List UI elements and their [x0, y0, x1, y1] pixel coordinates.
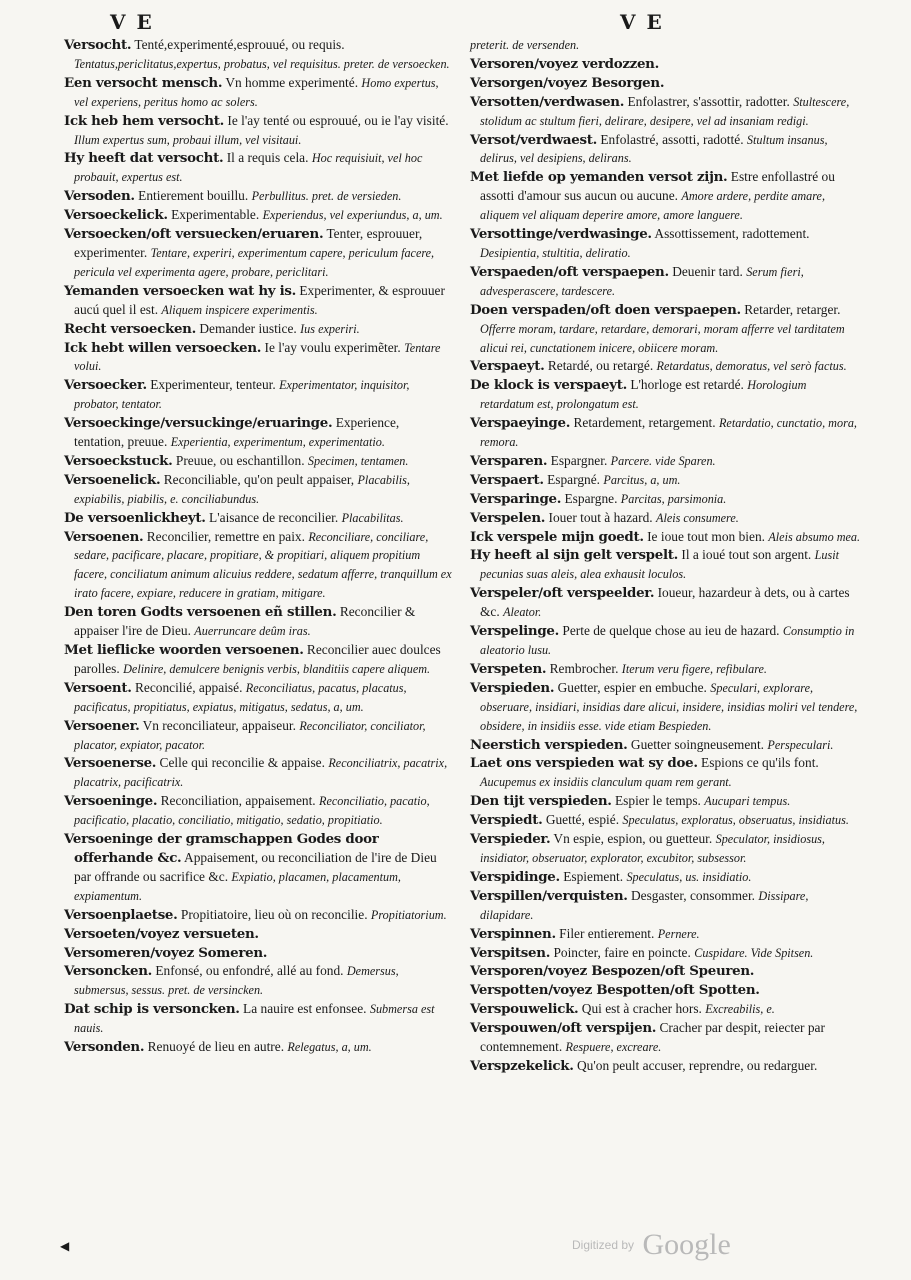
latin-gloss: Speculari, explorare, obseruare, insidiari, insidias dare alicui, insidere, insidias moliri vel tendere, obsidere, in insidiis esse. vide etiam Bespieden.: [480, 680, 858, 733]
headword: Versoeckelick.: [64, 207, 168, 224]
latin-gloss: Desipientia, stultitia, deliratio.: [480, 245, 631, 260]
headword: Versoeckinge/versuckinge/eruaringe.: [64, 415, 333, 432]
headword: Verspeler/oft verspeelder.: [470, 585, 655, 602]
french-gloss: Ioueur, hazardeur à dets, ou à cartes &c.: [480, 585, 850, 620]
latin-gloss: Reconciliare, conciliare, sedare, pacificare, placare, propitiare, & propitiari, aliquem propitium facere, conciliatum animum alicuius reddere, sedatum afferre, tranquillum ex irato facere, expiare, reducere in gratiam, mitigare.: [74, 529, 452, 601]
headword: Versoent.: [64, 679, 132, 696]
headword: Verspidinge.: [470, 868, 560, 885]
headword: Ick verspele mijn goedt.: [470, 528, 644, 545]
dictionary-entry: [64, 944, 452, 963]
dictionary-entry: [64, 1038, 452, 1057]
running-header-right: V E: [620, 10, 664, 34]
headword: Ick hebt willen versoecken.: [64, 339, 262, 356]
headword: Verspieder.: [470, 831, 551, 848]
french-gloss: Assottissement, radottement.: [654, 226, 810, 242]
latin-gloss: Homo expertus, vel experiens, peritus homo ac solers.: [74, 75, 439, 109]
headword: Verspieden.: [470, 679, 555, 696]
right-column: [470, 36, 862, 1076]
dictionary-entry: [470, 962, 862, 981]
dictionary-entry: [64, 754, 452, 792]
latin-gloss: Illum expertus sum, probaui illum, vel visitaui.: [74, 132, 302, 147]
latin-gloss: Amore ardere, perdite amare, aliquem vel aliquam deperire amore, amore languere.: [480, 189, 826, 223]
french-gloss: Reconcilier & appaiser l'ire de Dieu.: [74, 604, 416, 639]
french-gloss: Espions ce qu'ils font.: [701, 755, 819, 771]
french-gloss: Enfonsé, ou enfondré, allé au fond.: [155, 963, 344, 979]
dictionary-entry: [470, 93, 862, 131]
dictionary-entry: [470, 55, 862, 74]
headword: Versoeckstuck.: [64, 452, 173, 469]
dictionary-entry: [64, 641, 452, 679]
latin-gloss: Experientia, experimentum, experimentatio.: [170, 435, 385, 450]
headword: Versotten/verdwasen.: [470, 93, 625, 110]
watermark-prefix: Digitized by: [572, 1238, 635, 1252]
headword: Versoenerse.: [64, 755, 157, 772]
headword: Verspinnen.: [470, 925, 556, 942]
latin-gloss: Respuere, excreare.: [565, 1040, 662, 1055]
latin-gloss: Perspeculari.: [767, 737, 834, 752]
headword: Versporen/voyez Bespozen/oft Speuren.: [470, 963, 755, 980]
headword: Verspaeyt.: [470, 358, 545, 375]
headword: De klock is verspaeyt.: [470, 377, 627, 394]
french-gloss: Il a requis cela.: [226, 150, 309, 166]
headword: Versoeninge.: [64, 793, 158, 810]
headword: Versoenplaetse.: [64, 906, 178, 923]
headword: Versoener.: [64, 717, 140, 734]
headword: Versot/verdwaest.: [470, 131, 598, 148]
dictionary-entry: [470, 736, 862, 755]
dictionary-entry: [64, 112, 452, 150]
headword: Hy heeft dat versocht.: [64, 150, 224, 167]
headword: Versoncken.: [64, 963, 152, 980]
latin-gloss: Parcitus, a, um.: [603, 472, 681, 487]
headword: Doen verspaden/oft doen verspaepen.: [470, 301, 741, 318]
dictionary-entry: [470, 74, 862, 93]
latin-gloss: Demersus, submersus, sessus. pret. de versincken.: [74, 964, 399, 998]
dictionary-entry: [470, 490, 862, 509]
headword: Versoeninge der gramschappen Godes door offerhande &c.: [64, 831, 379, 866]
latin-gloss: Consumptio in aleatorio lusu.: [480, 624, 855, 657]
watermark-logo: Google: [642, 1228, 731, 1261]
headword: Ick heb hem versocht.: [64, 112, 224, 129]
dictionary-entry: [470, 830, 862, 868]
latin-gloss: Retardatio, cunctatio, mora, remora.: [480, 416, 857, 450]
french-gloss: Vn espie, espion, ou guetteur.: [553, 831, 713, 847]
latin-gloss: Speculatus, us. insidiatio.: [626, 869, 752, 884]
dictionary-entry: [64, 906, 452, 925]
french-gloss: Guetter, espier en embuche.: [557, 679, 707, 695]
latin-gloss: Hoc requisiuit, vel hoc probauit, expertus est.: [74, 151, 423, 185]
french-gloss: Propitiatoire, lieu où on reconcilie.: [180, 906, 368, 922]
latin-gloss: Retardatus, demoratus, vel serò factus.: [656, 359, 847, 374]
headword: Laet ons verspieden wat sy doe.: [470, 755, 698, 772]
dictionary-entry: [470, 376, 862, 414]
dictionary-entry: [470, 1019, 862, 1057]
dictionary-entry: [470, 679, 862, 736]
headword: Verspzekelick.: [470, 1057, 574, 1074]
latin-gloss: Submersa est nauis.: [74, 1002, 435, 1036]
french-gloss: Espargner.: [550, 452, 608, 468]
headword: Verspaert.: [470, 471, 544, 488]
dictionary-entry: [64, 471, 452, 509]
headword: Versonden.: [64, 1039, 145, 1056]
headword: Verspaeden/oft verspaepen.: [470, 263, 669, 280]
dictionary-entry: [64, 206, 452, 225]
dictionary-entry: [470, 131, 862, 169]
latin-gloss: Aliquem inspicere experimentis.: [161, 302, 318, 317]
latin-gloss: Lusit pecunias suas aleis, alea exhausit loculos.: [480, 548, 840, 582]
dictionary-entry: [470, 414, 862, 452]
headword: Verspouwen/oft verspijen.: [470, 1020, 657, 1037]
headword: Recht versoecken.: [64, 320, 196, 337]
headword: Hy heeft al sijn gelt verspelt.: [470, 547, 678, 564]
dictionary-entry: [64, 830, 452, 906]
french-gloss: Entierement bouillu.: [138, 188, 249, 204]
latin-gloss: Experiendus, vel experiundus, a, um.: [262, 208, 443, 223]
latin-gloss: Reconciliatio, pacatio, pacificatio, placatio, conciliatio, mitigatio, sedatio, propitiatio.: [74, 794, 430, 828]
dictionary-entry: [470, 301, 862, 358]
dictionary-entry: [470, 1000, 862, 1019]
dictionary-entry: [64, 187, 452, 206]
page-mark: ◀: [60, 1239, 70, 1253]
french-gloss: Reconciliable, qu'on peult appaiser,: [163, 471, 355, 487]
french-gloss: Tenté,experimenté,esprouué, ou requis.: [134, 37, 345, 52]
headword: Verspelen.: [470, 509, 546, 526]
dictionary-entry: [470, 754, 862, 792]
french-gloss: Espargné.: [547, 471, 601, 487]
latin-gloss: Aleator.: [503, 605, 542, 620]
dictionary-entry: [64, 925, 452, 944]
french-gloss: Reconcilier auec doulces parolles.: [74, 642, 441, 676]
dictionary-entry: [64, 225, 452, 282]
headword: Met lieflicke woorden versoenen.: [64, 642, 304, 658]
latin-gloss: Parcitas, parsimonia.: [620, 491, 727, 506]
headword: Versomeren/voyez Someren.: [64, 944, 268, 961]
dictionary-entry: [64, 717, 452, 755]
french-gloss: Ie l'ay tenté ou esprouué, ou ie l'ay visité.: [227, 112, 449, 128]
dictionary-entry: [470, 36, 862, 55]
french-gloss: Enfolastrer, s'assottir, radotter.: [627, 93, 790, 109]
headword: De versoenlickheyt.: [64, 509, 206, 526]
dictionary-entry: [470, 471, 862, 490]
french-gloss: Espiement.: [563, 868, 624, 884]
latin-gloss: Tentare volui.: [74, 340, 441, 374]
french-gloss: Espargne.: [564, 490, 618, 506]
dictionary-entry: [470, 981, 862, 1000]
running-header-left: V E: [110, 10, 154, 34]
dictionary-entry: [470, 357, 862, 376]
french-gloss: Appaisement, ou reconciliation de l'ire de Dieu par offrande ou sacrifice &c.: [74, 849, 437, 884]
french-gloss: Ie ioue tout mon bien.: [647, 528, 765, 544]
headword: Verspelinge.: [470, 623, 560, 640]
dictionary-entry: [64, 452, 452, 471]
latin-gloss: Cuspidare. Vide Spitsen.: [694, 945, 814, 960]
latin-gloss: Aucupemus ex insidiis clanculum quam rem gerant.: [480, 775, 732, 790]
french-gloss: Preuue, ou eschantillon.: [175, 452, 305, 468]
headword: Versottinge/verdwasinge.: [470, 226, 652, 243]
french-gloss: Enfolastré, assotti, radotté.: [600, 131, 744, 147]
dictionary-entry: [470, 811, 862, 830]
french-gloss: Retardé, ou retargé.: [547, 358, 654, 374]
latin-gloss: Auerruncare deûm iras.: [194, 624, 311, 639]
headword: Den tijt verspieden.: [470, 793, 612, 810]
latin-gloss: Propitiatorium.: [370, 907, 447, 922]
latin-gloss: Dissipare, dilapidare.: [480, 888, 809, 922]
headword: Den toren Godts versoenen eñ stillen.: [64, 604, 337, 621]
dictionary-entry: [470, 546, 862, 584]
french-gloss: Reconcilier, remettre en paix.: [146, 528, 305, 544]
headword: Versorgen/voyez Besorgen.: [470, 74, 665, 91]
dictionary-entry: [64, 36, 452, 74]
latin-gloss: Tentatus,periclitatus,expertus, probatus, vel requisitus. preter. de versoecken.: [74, 56, 450, 71]
headword: Verspotten/voyez Bespotten/oft Spotten.: [470, 982, 760, 999]
dictionary-entry: [470, 263, 862, 301]
dictionary-entry: [64, 282, 452, 320]
headword: Verspeten.: [470, 660, 547, 677]
latin-gloss: Speculator, insidiosus, insidiator, obseruator, explorator, excubitor, subsessor.: [480, 832, 825, 865]
french-gloss: Reconciliation, appaisement.: [160, 793, 316, 809]
dictionary-entry: [470, 584, 862, 622]
dictionary-entry: [64, 962, 452, 1000]
latin-gloss: Offerre moram, tardare, retardare, demorari, moram afferre vel tarditatem alicui rei, cunctationem inicere, obiicere moram.: [480, 321, 845, 355]
french-gloss: Deuenir tard.: [672, 263, 743, 279]
french-gloss: L'horloge est retardé.: [630, 377, 744, 393]
dictionary-entry: [470, 792, 862, 811]
french-gloss: L'aisance de reconcilier.: [209, 509, 339, 525]
latin-gloss: Expiatio, placamen, placamentum, expiamentum.: [74, 869, 401, 903]
dictionary-entry: [64, 339, 452, 377]
dictionary-entry: [470, 1057, 862, 1076]
headword: Een versocht mensch.: [64, 74, 223, 91]
dictionary-entry: [470, 168, 862, 225]
headword: Versoecken/oft versuecken/eruaren.: [64, 226, 324, 243]
dictionary-entry: [470, 528, 862, 547]
latin-gloss: Stultum insanus, delirus, vel desipiens, delirans.: [480, 132, 828, 166]
french-gloss: Rembrocher.: [549, 660, 619, 676]
dictionary-entry: [64, 320, 452, 339]
french-gloss: Il a ioué tout son argent.: [681, 547, 812, 563]
headword: Versoenen.: [64, 528, 144, 545]
dictionary-entry: [470, 887, 862, 925]
french-gloss: Cracher par despit, reiecter par contemnement.: [480, 1020, 825, 1055]
latin-gloss: Iterum veru figere, refibulare.: [621, 661, 767, 676]
latin-gloss: Tentare, experiri, experimentum capere, periculum facere, pericula vel experimenta agere, probare, periclitari.: [74, 245, 435, 279]
latin-gloss: Delinire, demulcere benignis verbis, blanditiis capere aliquem.: [123, 661, 431, 676]
latin-gloss: Placabilitas.: [341, 510, 404, 525]
dictionary-entry: [470, 509, 862, 528]
french-gloss: Vn reconciliateur, appaiseur.: [142, 717, 296, 733]
latin-gloss: Ius experiri.: [300, 321, 360, 336]
french-gloss: Experimenter, & esprouuer aucú quel il est.: [74, 282, 445, 317]
latin-gloss: Speculatus, exploratus, obseruatus, insidiatus.: [622, 813, 849, 828]
french-gloss: Tenter, esprouuer, experimenter.: [74, 226, 423, 260]
latin-gloss: Serum fieri, advesperascere, tardescere.: [480, 264, 804, 298]
headword: Versoecker.: [64, 377, 147, 394]
headword: Verspiedt.: [470, 812, 543, 829]
latin-gloss: Reconciliatus, pacatus, placatus, pacificatus, propitiatus, expiatus, mitigatus, sedatus, a, um.: [74, 680, 407, 714]
french-gloss: Iouer tout à hazard.: [548, 509, 653, 525]
latin-gloss: preterit. de versenden.: [470, 38, 580, 52]
dictionary-entry: [64, 509, 452, 528]
french-gloss: Qui est à cracher hors.: [581, 1001, 702, 1017]
latin-gloss: Aucupari tempus.: [704, 794, 791, 809]
headword: Versparen.: [470, 452, 548, 469]
french-gloss: Estre enfollastré ou assotti d'amour sus aucun ou aucune.: [480, 169, 835, 204]
headword: Met liefde op yemanden versot zijn.: [470, 169, 728, 186]
latin-gloss: Excreabilis, e.: [705, 1002, 775, 1017]
french-gloss: Espier le temps.: [615, 793, 701, 809]
dictionary-entry: [64, 74, 452, 112]
dictionary-entry: [64, 679, 452, 717]
headword: Neerstich verspieden.: [470, 736, 628, 753]
dictionary-entry: [64, 414, 452, 452]
headword: Versocht.: [64, 37, 132, 53]
french-gloss: La nauire est enfonsee.: [243, 1001, 367, 1017]
headword: Versparinge.: [470, 490, 562, 507]
headword: Yemanden versoecken wat hy is.: [64, 282, 296, 299]
french-gloss: Reconcilié, appaisé.: [134, 679, 243, 695]
dictionary-entry: [64, 603, 452, 641]
french-gloss: Guetter soingneusement.: [630, 736, 765, 752]
headword: Verspitsen.: [470, 944, 551, 961]
headword: Versoenelick.: [64, 471, 161, 488]
latin-gloss: Aleis absumo mea.: [768, 529, 861, 544]
french-gloss: Retardement, retargement.: [573, 415, 716, 431]
dictionary-entry: [470, 660, 862, 679]
dictionary-entry: [470, 225, 862, 263]
french-gloss: Guetté, espié.: [545, 812, 620, 828]
french-gloss: Experience, tentation, preuue.: [74, 415, 400, 450]
headword: Verspouwelick.: [470, 1001, 579, 1018]
french-gloss: Perte de quelque chose au ieu de hazard.: [562, 623, 780, 639]
headword: Dat schip is versoncken.: [64, 1001, 240, 1018]
dictionary-entry: [470, 944, 862, 963]
french-gloss: Experimenteur, tenteur.: [150, 377, 276, 393]
french-gloss: Filer entierement.: [559, 925, 655, 941]
dictionary-entry: [470, 622, 862, 660]
french-gloss: Celle qui reconcilie & appaise.: [159, 755, 325, 771]
latin-gloss: Perbullitus. pret. de versieden.: [251, 189, 402, 204]
french-gloss: Qu'on peult accuser, reprendre, ou redarguer.: [576, 1057, 818, 1073]
french-gloss: Demander iustice.: [199, 320, 297, 336]
dictionary-entry: [64, 1000, 452, 1038]
headword: Versoeten/voyez versueten.: [64, 925, 259, 942]
latin-gloss: Aleis consumere.: [656, 510, 739, 525]
dictionary-entry: [64, 376, 452, 414]
dictionary-entry: [64, 149, 452, 187]
latin-gloss: Reconciliatrix, pacatrix, placatrix, pacificatrix.: [74, 756, 448, 790]
latin-gloss: Pernere.: [657, 926, 700, 941]
latin-gloss: Placabilis, expiabilis, piabilis, e. conciliabundus.: [74, 472, 410, 506]
french-gloss: Retarder, retarger.: [744, 301, 841, 317]
digitized-watermark: [572, 1228, 731, 1262]
latin-gloss: Parcere. vide Sparen.: [610, 453, 716, 468]
latin-gloss: Experimentator, inquisitor, probator, tentator.: [74, 378, 410, 412]
dictionary-entry: [64, 528, 452, 604]
latin-gloss: Relegatus, a, um.: [287, 1040, 372, 1055]
french-gloss: Vn homme experimenté.: [225, 74, 359, 90]
headword: Verspaeyinge.: [470, 415, 571, 432]
headword: Verspillen/verquisten.: [470, 887, 628, 904]
french-gloss: Renuoyé de lieu en autre.: [147, 1039, 285, 1055]
dictionary-entry: [470, 452, 862, 471]
latin-gloss: Reconciliator, conciliator, placator, expiator, pacator.: [74, 718, 426, 752]
latin-gloss: Horologium retardatum est, prolongatum est.: [480, 378, 807, 412]
french-gloss: Ie l'ay voulu experimẽter.: [264, 339, 401, 355]
latin-gloss: Stultescere, stolidum ac stultum fieri, delirare, desipere, vel ad insaniam redigi.: [480, 94, 850, 128]
french-gloss: Desgaster, consommer.: [630, 887, 756, 903]
headword: Versoren/voyez verdozzen.: [470, 55, 659, 72]
latin-gloss: Specimen, tentamen.: [307, 453, 409, 468]
french-gloss: Poincter, faire en poincte.: [553, 944, 691, 960]
dictionary-entry: [64, 792, 452, 830]
left-column: [64, 36, 452, 1057]
french-gloss: Experimentable.: [171, 207, 260, 223]
dictionary-entry: [470, 925, 862, 944]
headword: Versoden.: [64, 188, 135, 205]
dictionary-entry: [470, 868, 862, 887]
